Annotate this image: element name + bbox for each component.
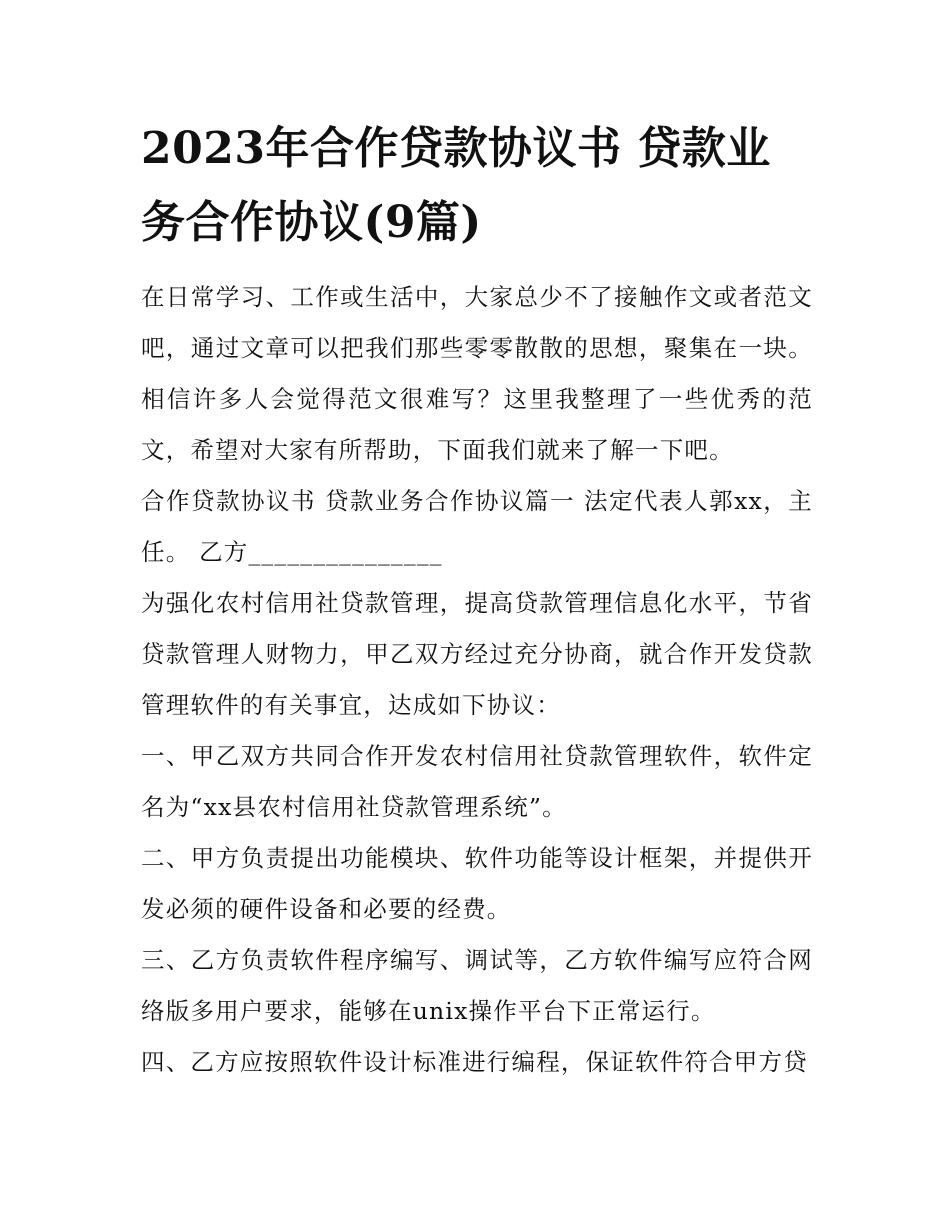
intro-paragraph: 在日常学习、工作或生活中，大家总少不了接触作文或者范文吧，通过文章可以把我们那些零零散散的思想，聚集在一块。相信许多人会觉得范文很难写？这里我整理了一些优秀的范文，希望对大家有所帮助，下面我们就来了解一下吧。: [141, 283, 813, 464]
document-title: 2023年合作贷款协议书 贷款业务合作协议(9篇): [141, 123, 771, 248]
clause-1-paragraph: 一、甲乙双方共同合作开发农村信用社贷款管理软件，软件定名为“xx县农村信用社贷款管理系统”。: [141, 742, 813, 821]
title-block: [141, 112, 813, 260]
clause-3-paragraph: 三、乙方负责软件程序编写、调试等，乙方软件编写应符合网络版多用户要求，能够在unix操作平台下正常运行。: [141, 946, 813, 1025]
section-heading-paragraph: 合作贷款协议书 贷款业务合作协议篇一 法定代表人郭xx，主任。 乙方_______________: [141, 487, 813, 566]
clause-4-paragraph: 四、乙方应按照软件设计标准进行编程，保证软件符合甲方贷: [141, 1048, 808, 1076]
clause-2-paragraph: 二、甲方负责提出功能模块、软件功能等设计框架，并提供开发必须的硬件设备和必要的经费。: [141, 844, 813, 923]
document-content: [141, 112, 813, 1088]
preamble-paragraph: 为强化农村信用社贷款管理，提高贷款管理信息化水平，节省贷款管理人财物力，甲乙双方经过充分协商，就合作开发贷款管理软件的有关事宜，达成如下协议：: [141, 589, 813, 719]
